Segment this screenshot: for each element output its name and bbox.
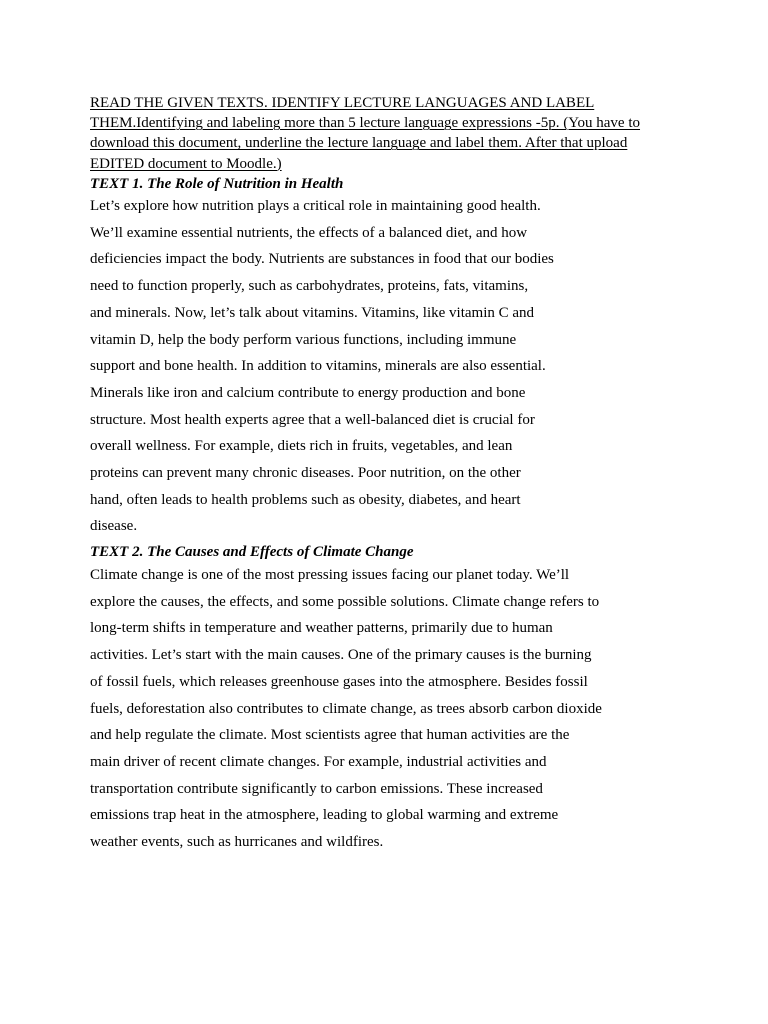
- paragraph-line: Let’s explore how nutrition plays a critical role in maintaining good health.: [90, 198, 541, 214]
- paragraph-line: transportation contribute significantly to carbon emissions. These increased: [90, 780, 543, 797]
- paragraph-line: disease.: [90, 518, 138, 535]
- paragraph-line: hand, often leads to health problems such as obesity, diabetes, and heart: [90, 491, 521, 508]
- paragraph-line: overall wellness. For example, diets rich in fruits, vegetables, and lean: [90, 438, 513, 455]
- paragraph-line: need to function properly, such as carbohydrates, proteins, fats, vitamins,: [90, 278, 529, 295]
- instruction-line: THEM.Identifying and labeling more than 5 lecture language expressions -5p. (You have to: [90, 115, 641, 132]
- text-1-heading: TEXT 1. The Role of Nutrition in Health: [90, 176, 344, 192]
- instruction-line: download this document, underline the lecture language and label them. After that upload: [90, 135, 628, 152]
- paragraph-line: main driver of recent climate changes. For example, industrial activities and: [90, 753, 547, 770]
- paragraph-line: Climate change is one of the most pressing issues facing our planet today. We’ll: [90, 567, 570, 583]
- assignment-instructions: [90, 93, 670, 174]
- paragraph-line: weather events, such as hurricanes and wildfires.: [90, 834, 384, 851]
- paragraph-line: deficiencies impact the body. Nutrients are substances in food that our bodies: [90, 251, 554, 268]
- text-2-body: [90, 562, 602, 856]
- paragraph-line: structure. Most health experts agree that a well-balanced diet is crucial for: [90, 411, 535, 428]
- paragraph-line: support and bone health. In addition to vitamins, minerals are also essential.: [90, 358, 546, 375]
- instruction-line: EDITED document to Moodle.): [90, 155, 282, 172]
- paragraph-line: emissions trap heat in the atmosphere, leading to global warming and extreme: [90, 807, 559, 824]
- paragraph-line: and minerals. Now, let’s talk about vitamins. Vitamins, like vitamin C and: [90, 304, 535, 321]
- paragraph-line: We’ll examine essential nutrients, the effects of a balanced diet, and how: [90, 224, 528, 241]
- instruction-line: READ THE GIVEN TEXTS. IDENTIFY LECTURE LANGUAGES AND LABEL: [90, 95, 595, 111]
- paragraph-line: and help regulate the climate. Most scientists agree that human activities are the: [90, 727, 570, 744]
- text-2-heading: TEXT 2. The Causes and Effects of Climate Change: [90, 544, 414, 560]
- text-1-body: [90, 193, 554, 540]
- paragraph-line: of fossil fuels, which releases greenhouse gases into the atmosphere. Besides fossil: [90, 673, 588, 690]
- paragraph-line: vitamin D, help the body perform various functions, including immune: [90, 331, 517, 348]
- paragraph-line: Minerals like iron and calcium contribute to energy production and bone: [90, 384, 526, 401]
- paragraph-line: fuels, deforestation also contributes to climate change, as trees absorb carbon dioxide: [90, 700, 602, 717]
- paragraph-line: proteins can prevent many chronic diseases. Poor nutrition, on the other: [90, 465, 521, 482]
- paragraph-line: activities. Let’s start with the main causes. One of the primary causes is the burning: [90, 647, 592, 664]
- paragraph-line: explore the causes, the effects, and some possible solutions. Climate change refers to: [90, 593, 600, 610]
- paragraph-line: long-term shifts in temperature and weather patterns, primarily due to human: [90, 620, 553, 637]
